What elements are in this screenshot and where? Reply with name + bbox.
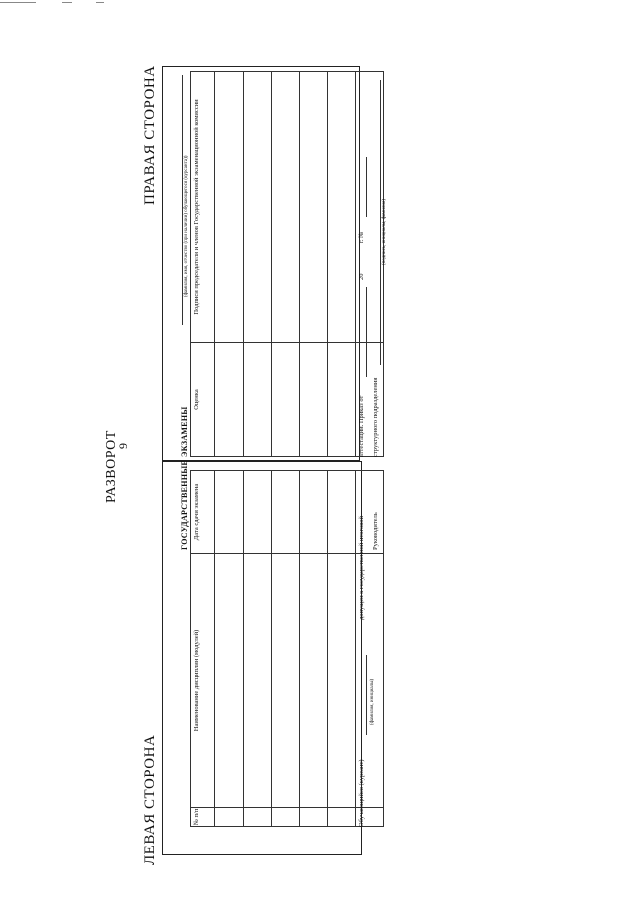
cell[interactable] [300,554,328,808]
cell[interactable] [215,72,244,343]
head-signature-caption: (подпись, инициалы, фамилия) [382,198,387,265]
table-row [272,72,300,457]
cell[interactable] [244,72,272,343]
column-header-discipline: Наименование дисциплин (модулей) [191,554,215,808]
table-row [328,72,356,457]
column-header-number: № п/п [191,808,215,827]
order-number-label: г. № [358,231,365,243]
full-name-line[interactable] [182,75,183,325]
student-name-line[interactable] [366,655,367,735]
cell[interactable] [244,808,272,827]
order-date-line[interactable] [366,287,367,377]
cell[interactable] [215,471,244,554]
cell[interactable] [272,554,300,808]
student-name-caption: (фамилия, инициалы) [370,678,375,725]
left-form-title: ГОСУДАРСТВЕННЫЕ [180,459,189,550]
table-row [328,471,356,827]
right-side-label: ПРАВАЯ СТОРОНА [142,65,158,205]
cell[interactable] [215,554,244,808]
table-row [244,72,272,457]
left-table-header-row [191,471,215,827]
cell[interactable] [215,343,244,457]
table-row [244,471,272,827]
cell[interactable] [272,72,300,343]
table-row [300,471,328,827]
table-row [300,72,328,457]
table-row [272,471,300,827]
column-header-grade: Оценка [191,343,215,457]
table-row [215,72,244,457]
unit-text: структурного подразделения [372,377,379,457]
cell[interactable] [215,808,244,827]
cell[interactable] [300,808,328,827]
spread-title: РАЗВОРОТ [104,430,119,503]
left-exam-table [190,470,384,827]
cell[interactable] [272,343,300,457]
column-header-exam-date: Дата сдачи экзамена [191,471,215,554]
cell[interactable] [300,72,328,343]
left-side-label: ЛЕВАЯ СТОРОНА [142,734,158,865]
cell[interactable] [300,343,328,457]
head-signature-line[interactable] [380,80,381,365]
cell[interactable] [328,554,356,808]
page-number: 9 [116,443,130,449]
cell[interactable] [328,471,356,554]
right-table-header-row [191,72,215,457]
order-year-prefix: 20 [358,273,365,280]
column-header-commission-signatures: Подписи председателя и членов Государственной экзаменационной комиссии [191,72,215,343]
cell[interactable] [244,471,272,554]
cell[interactable] [328,343,356,457]
cell[interactable] [300,471,328,554]
cell[interactable] [272,471,300,554]
order-number-line[interactable] [366,157,367,217]
right-form-title: ЭКЗАМЕНЫ [180,406,189,457]
table-row [215,471,244,827]
cell[interactable] [272,808,300,827]
cell[interactable] [328,72,356,343]
full-name-caption: (фамилия, имя, отчество (при наличии) обучающегося (курсанта)) [184,155,189,297]
cell[interactable] [244,343,272,457]
head-label: Руководитель [372,512,379,550]
student-label: Обучающийся (курсант) [358,759,365,827]
admitted-text: допущен к государственной итоговой [358,515,365,620]
cell[interactable] [244,554,272,808]
attestation-text: аттестации. Приказ от [358,395,365,457]
cell[interactable] [328,808,356,827]
right-exam-table [190,71,384,457]
